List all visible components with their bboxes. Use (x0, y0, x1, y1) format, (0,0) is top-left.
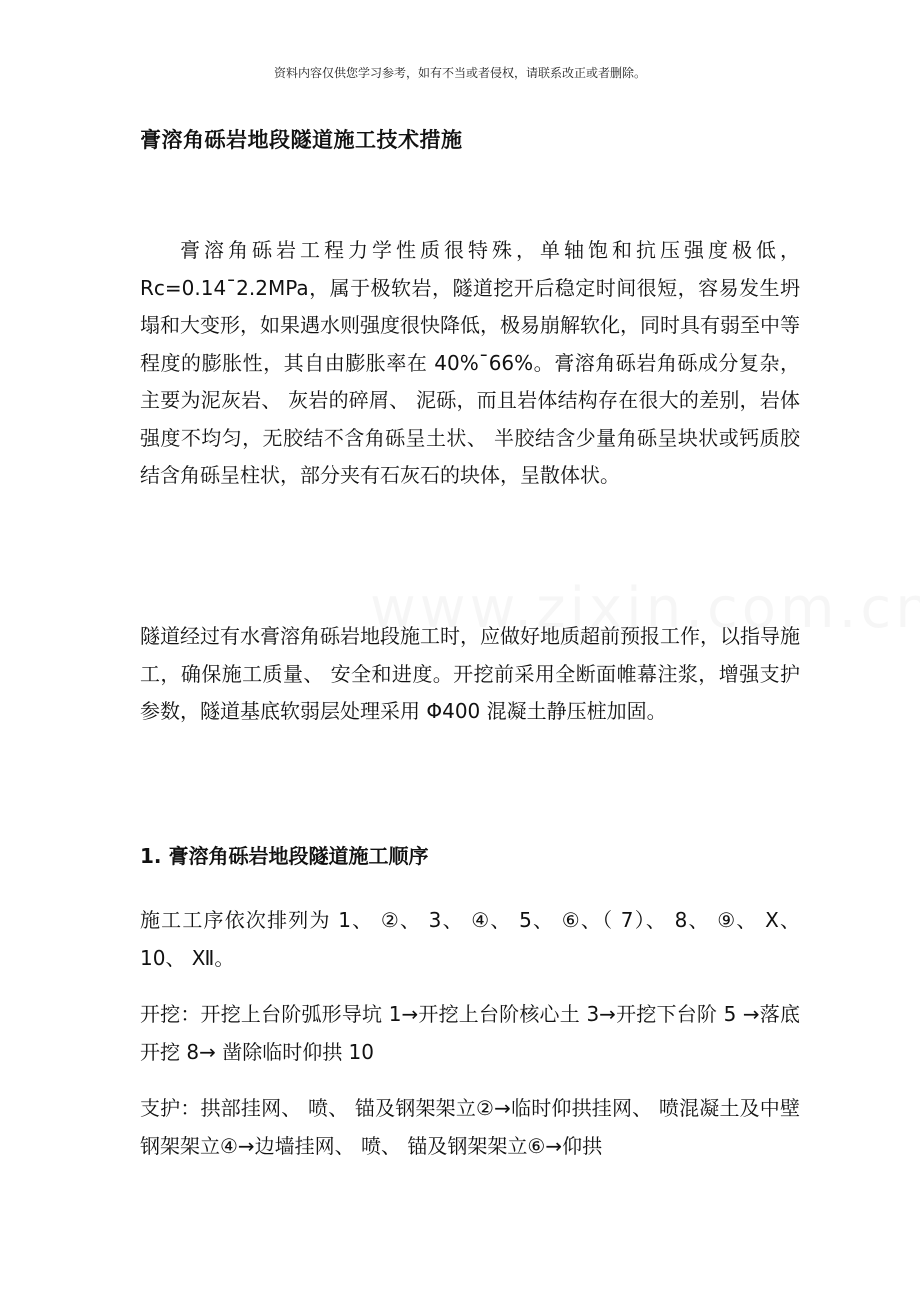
section-heading-1: 1. 膏溶角砾岩地段隧道施工顺序 (140, 844, 429, 868)
paragraph-support: 支护：拱部挂网、 喷、 锚及钢架架立②→临时仰拱挂网、 喷混凝土及中壁钢架架立④→边墙挂网、 喷、 锚及钢架架立⑥→仰拱 (140, 1096, 800, 1158)
document-title: 膏溶角砾岩地段隧道施工技术措施 (140, 128, 463, 152)
paragraph-construction: 隧道经过有水膏溶角砾岩地段施工时，应做好地质超前预报工作，以指导施工，确保施工质量、 安全和进度。开挖前采用全断面帷幕注浆，增强支护参数，隧道基底软弱层处理采用 Φ400 混凝土静压桩加固。 (140, 624, 800, 723)
header-disclaimer: 资料内容仅供您学习参考，如有不当或者侵权，请联系改正或者删除。 (273, 66, 646, 80)
paragraph-excavation: 开挖：开挖上台阶弧形导坑 1→开挖上台阶核心土 3→开挖下台阶 5 →落底开挖 8→ 凿除临时仰拱 10 (140, 1002, 800, 1064)
paragraph-intro: 膏溶角砾岩工程力学性质很特殊，单轴饱和抗压强度极低，Rc=0.14¯2.2MPa，属于极软岩，隧道挖开后稳定时间很短，容易发生坍塌和大变形，如果遇水则强度很快降低，极易崩解软化，同时具有弱至中等程度的膨胀性，其自由膨胀率在 40%¯66%。膏溶角砾岩角砾成分复杂，主要为泥灰岩、 灰岩的碎屑、 泥砾，而且岩体结构存在很大的差别，岩体强度不均匀，无胶结不含角砾呈土状、 半胶结含少量角砾呈块状或钙质胶结含角砾呈柱状，部分夹有石灰石的块体，呈散体状。 (140, 238, 800, 487)
paragraph-sequence: 施工工序依次排列为 1、 ②、 3、 ④、 5、 ⑥、（ 7）、 8、 ⑨、 X、 10、 Ⅻ。 (140, 908, 800, 970)
